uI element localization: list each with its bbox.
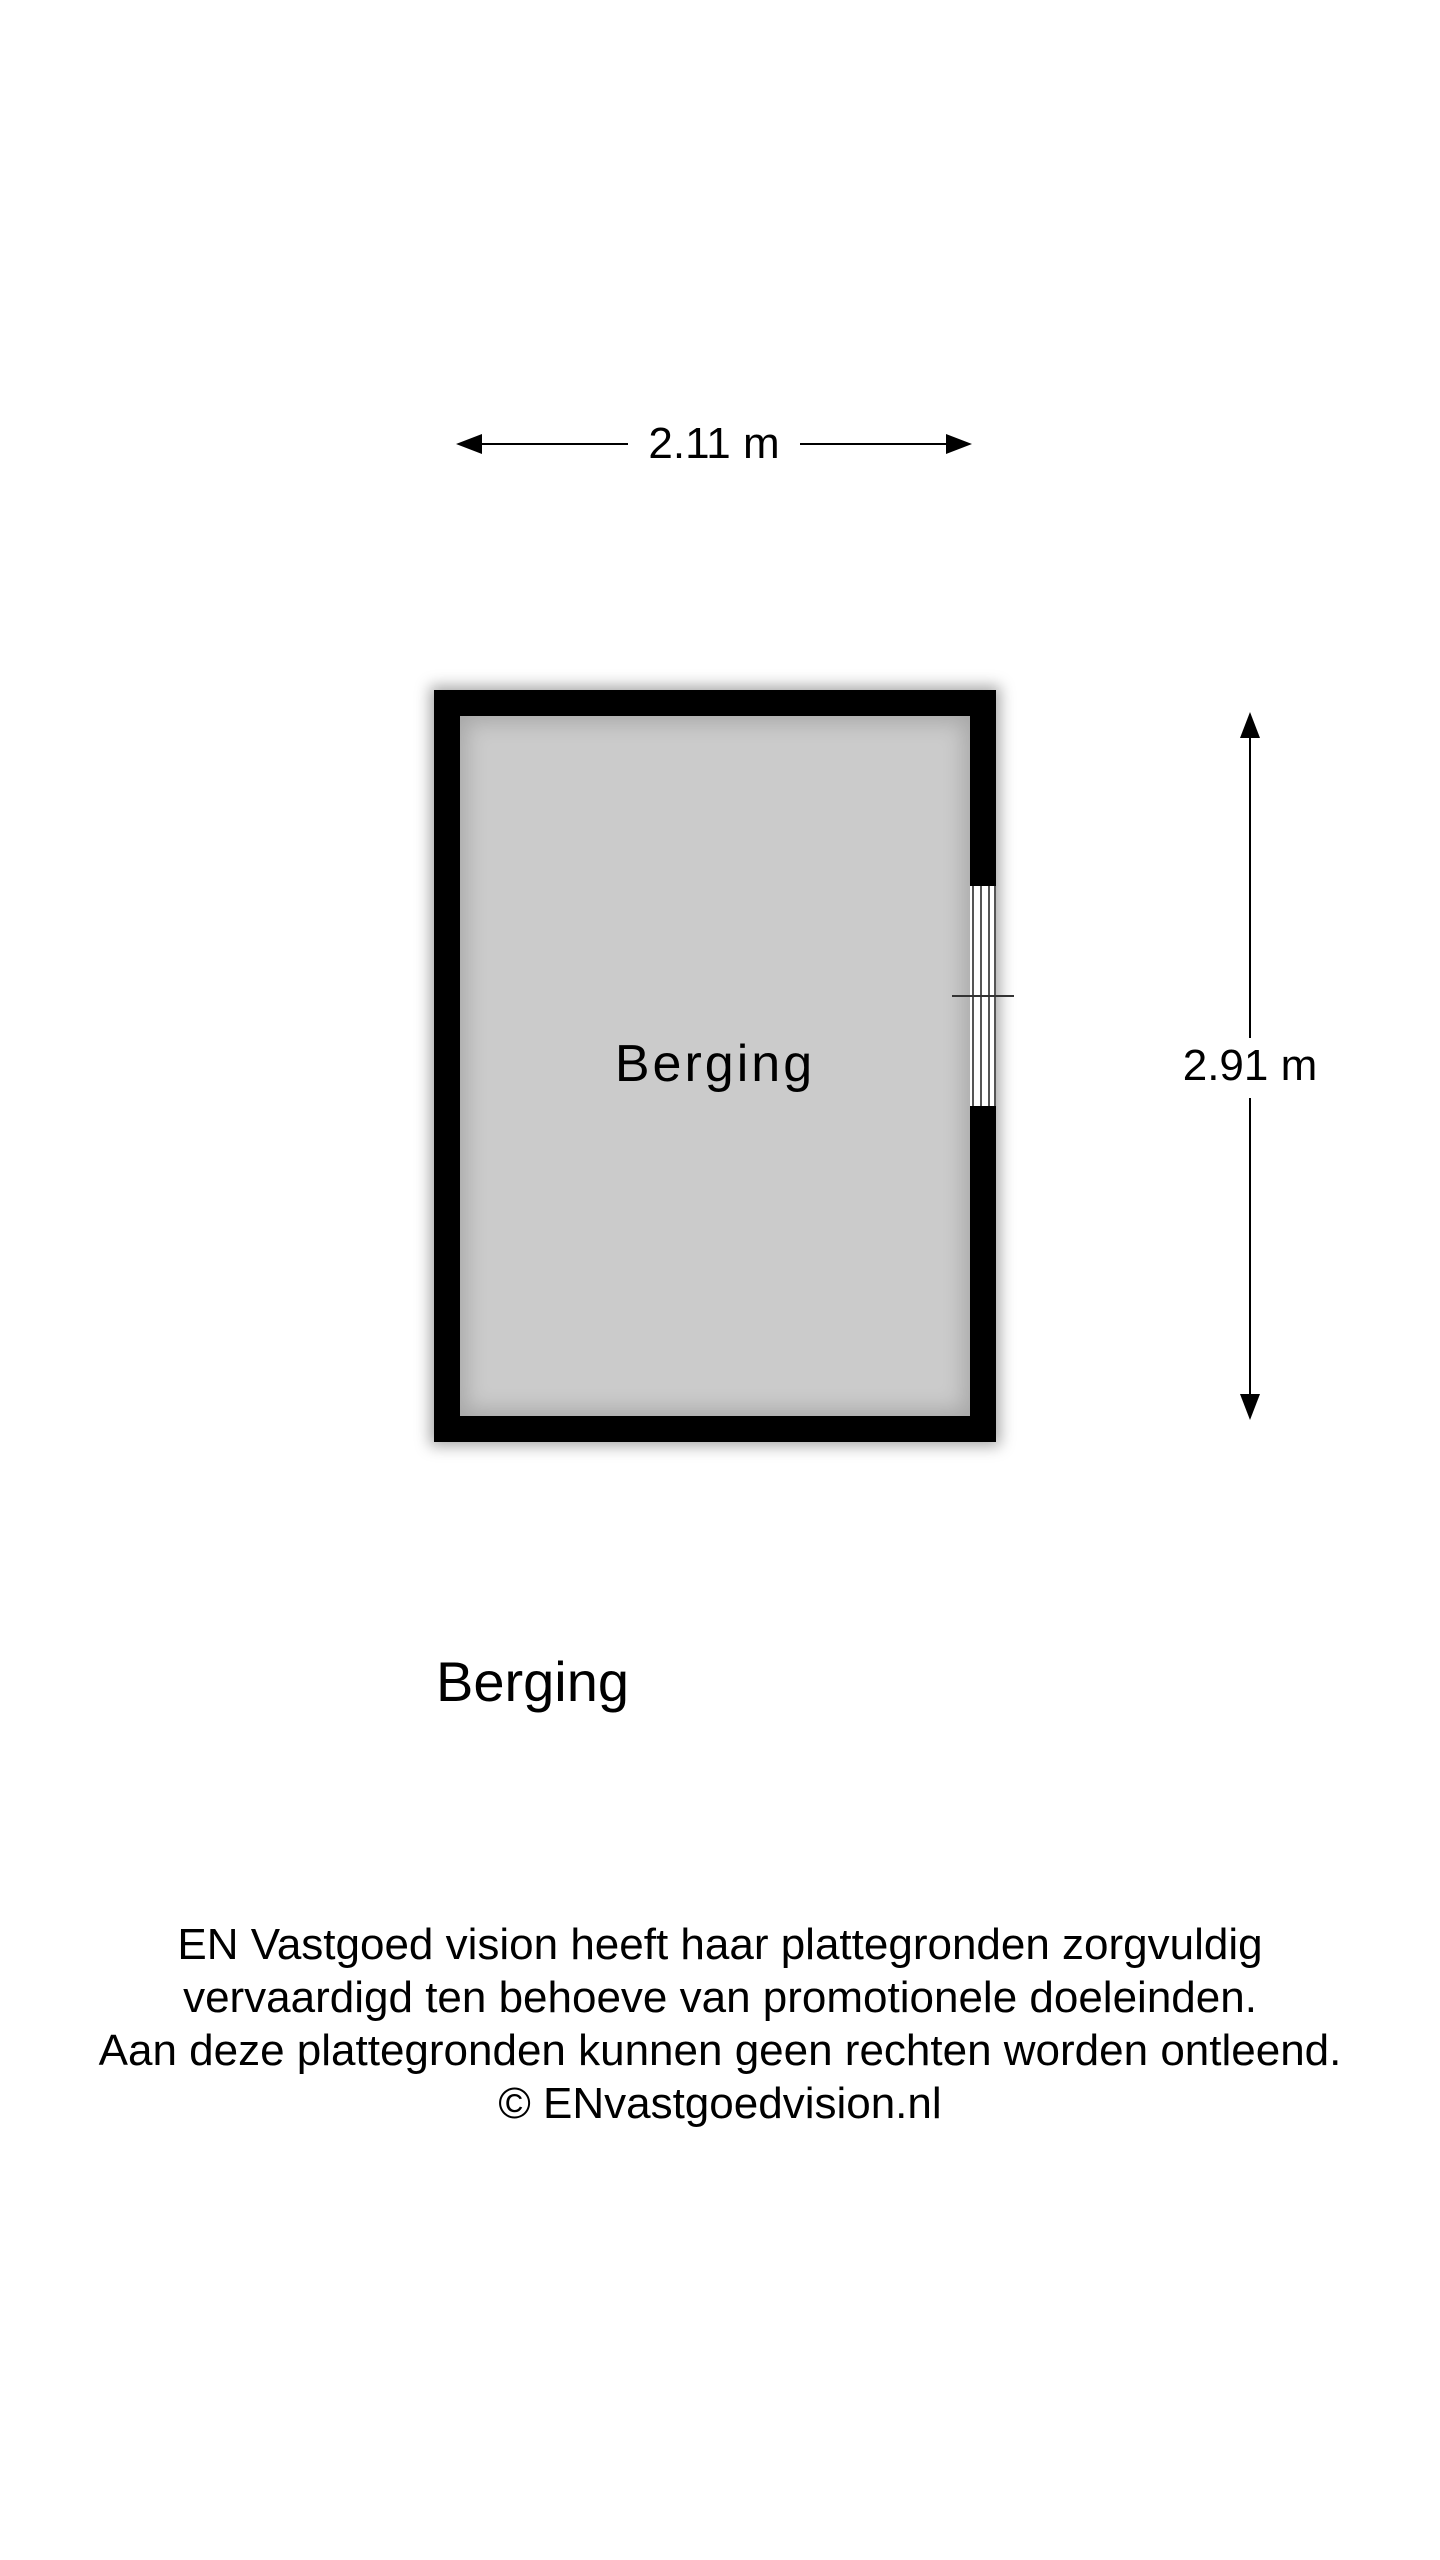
arrow-right-icon	[946, 434, 972, 454]
disclaimer-line: Aan deze plattegronden kunnen geen rechten worden ontleend.	[98, 2026, 1342, 2075]
disclaimer-line: EN Vastgoed vision heeft haar plattegronden zorgvuldig	[177, 1920, 1263, 1969]
height-dimension-line-bottom	[1249, 1098, 1251, 1408]
window-marker	[952, 995, 1014, 997]
room-label: Berging	[614, 1035, 816, 1093]
arrow-down-icon	[1240, 1394, 1260, 1420]
width-dimension-line-right	[800, 443, 958, 445]
height-dimension-line-top	[1249, 734, 1251, 1038]
height-dimension-label: 2.91 m	[1182, 1041, 1318, 1090]
width-dimension-line-left	[470, 443, 628, 445]
copyright-line: © ENvastgoedvision.nl	[498, 2079, 942, 2128]
disclaimer-line: vervaardigd ten behoeve van promotionele doeleinden.	[183, 1973, 1257, 2022]
floor-title: Berging	[436, 1650, 630, 1713]
disclaimer	[20, 1918, 1420, 2130]
width-dimension-label: 2.11 m	[648, 419, 780, 468]
